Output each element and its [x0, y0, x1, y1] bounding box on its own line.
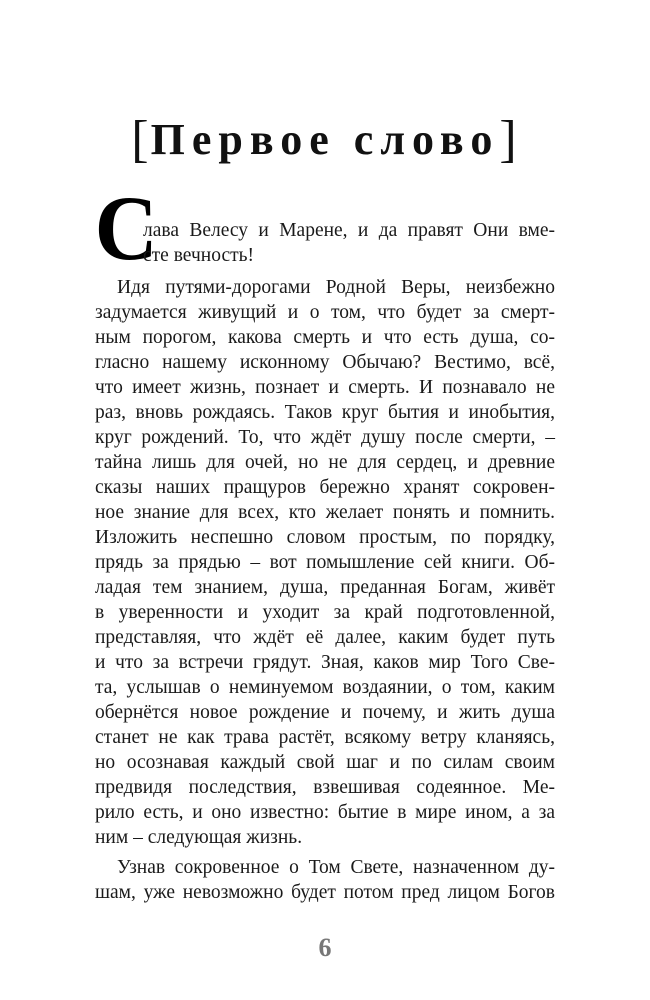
text-line: тайна лишь для очей, но не для сердец, и древние [95, 452, 555, 473]
text-line: представляя, что ждёт её далее, каким будет путь [95, 627, 555, 648]
text-line: гласно нашему исконному Обычаю? Вестимо, всё, [95, 352, 555, 373]
chapter-title [0, 108, 650, 167]
title-close-bracket: ] [499, 111, 519, 168]
text-line: шам, уже невозможно будет потом пред лицом Богов [95, 882, 555, 903]
text-line: круг рождений. То, что ждёт душу после смерти, – [95, 427, 555, 448]
text-line: в уверенности и уходит за край подготовленной, [95, 602, 555, 623]
title-open-bracket: [ [131, 111, 151, 168]
text-line: станет не как трава растёт, всякому ветру кланяясь, [95, 727, 555, 748]
text-line: сте вечность! [143, 245, 255, 266]
text-line: Идя путями-дорогами Родной Веры, неизбежно [117, 277, 555, 298]
text-line: ным порогом, какова смерть и что есть душа, со- [95, 327, 555, 348]
text-line: ладая тем знанием, душа, преданная Богам, живёт [95, 577, 555, 598]
text-line: раз, вновь рождаясь. Таков круг бытия и инобытия, [95, 402, 555, 423]
text-line: сказы наших пращуров бережно хранят сокровен- [95, 477, 555, 498]
text-line: прядь за прядью – вот помышление сей книги. Об- [95, 552, 555, 573]
text-line: рило есть, и оно известно: бытие в мире ином, а за [95, 802, 555, 823]
text-line: но осознавая каждый свой шаг и по силам своим [95, 752, 555, 773]
drop-cap: С [94, 177, 158, 279]
text-line: та, услышав о неминуемом воздаянии, о том, каким [95, 677, 555, 698]
page-number: 6 [318, 933, 332, 962]
text-line: предвидя последствия, взвешивая содеянное. Ме- [95, 777, 555, 798]
text-line: ное знание для всех, кто желает понять и помнить. [95, 502, 555, 523]
text-line: задумается живущий и о том, что будет за смерт- [95, 302, 555, 323]
text-line: что имеет жизнь, познает и смерть. И познавало не [95, 377, 555, 398]
text-line: Изложить неспешно словом простым, по порядку, [95, 527, 555, 548]
text-line: лава Велесу и Марене, и да правят Они вме- [143, 220, 555, 241]
text-line: и что за встречи грядут. Зная, каков мир Того Све- [95, 652, 555, 673]
text-line: ним – следующая жизнь. [95, 827, 303, 848]
title-text: Первое слово [150, 115, 500, 164]
text-line: Узнав сокровенное о Том Свете, назначенном ду- [117, 857, 555, 878]
text-line: обернётся новое рождение и почему, и жить душа [95, 702, 555, 723]
